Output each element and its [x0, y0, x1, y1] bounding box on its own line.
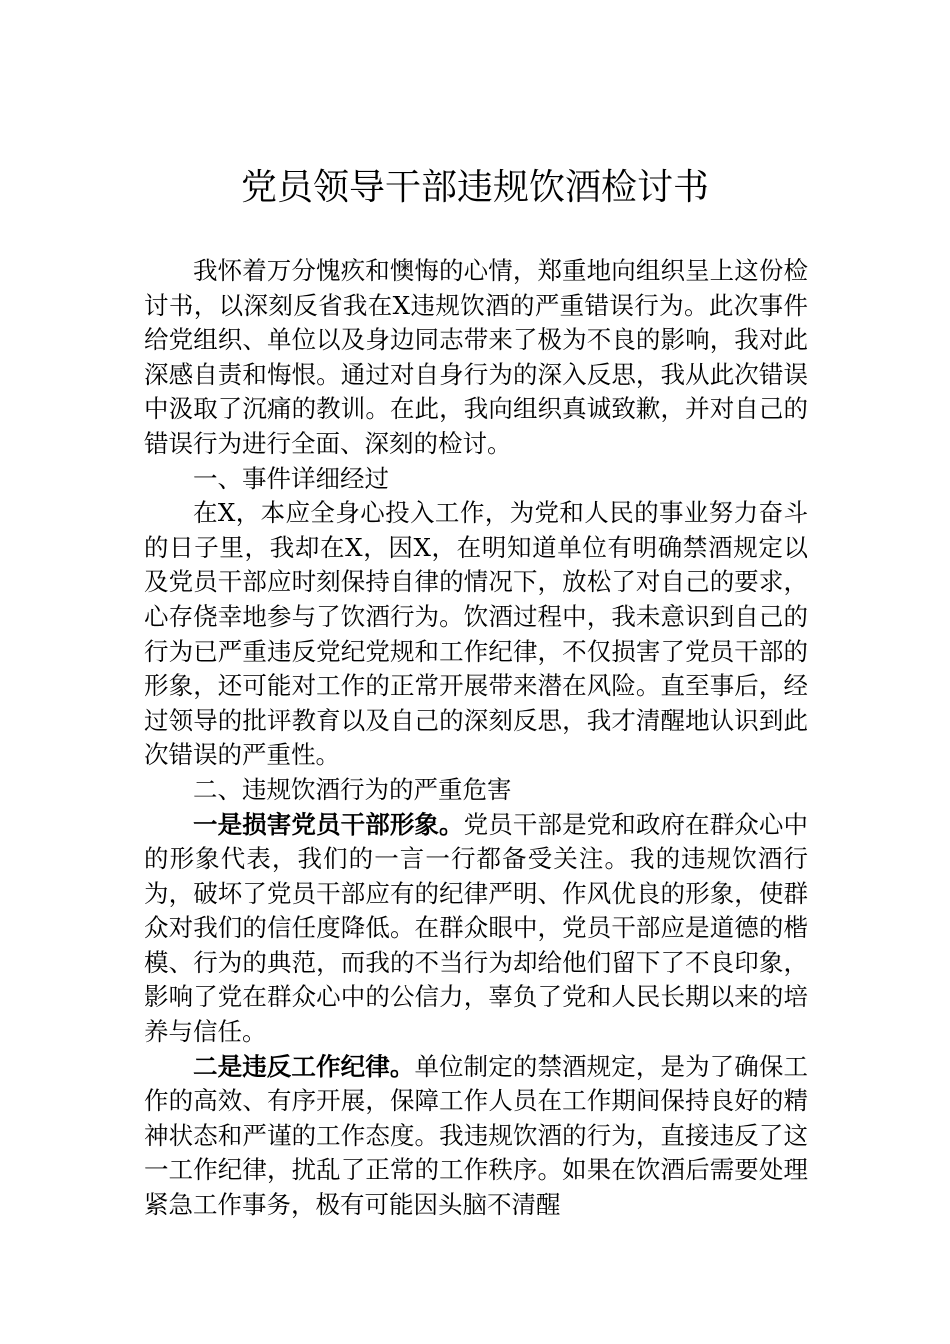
- intro-paragraph: 我怀着万分愧疚和懊悔的心情，郑重地向组织呈上这份检讨书，以深刻反省我在X违规饮酒的严重错误行为。此次事件给党组织、单位以及身边同志带来了极为不良的影响，我对此深感自责和悔恨。通过对自身行为的深入反思，我从此次错误中汲取了沉痛的教训。在此，我向组织真诚致歉，并对自己的错误行为进行全面、深刻的检讨。: [144, 256, 808, 458]
- harm-paragraph-2: [144, 1050, 808, 1223]
- harm-paragraph-1: [144, 808, 808, 1050]
- harm-lead-2: 二是违反工作纪律。: [193, 1051, 415, 1081]
- document-body: [144, 254, 808, 1223]
- harm-text-2: 单位制定的禁酒规定，是为了确保工作的高效、有序开展，保障工作人员在工作期间保持良好的精神状态和严谨的工作态度。我违规饮酒的行为，直接违反了这一工作纪律，扰乱了正常的工作秩序。如果在饮酒后需要处理紧急工作事务，极有可能因头脑不清醒: [144, 1051, 808, 1220]
- section-heading-1: 一、事件详细经过: [193, 463, 389, 493]
- harm-lead-1: 一是损害党员干部形象。: [193, 809, 464, 839]
- document-title: 党员领导干部违规饮酒检讨书: [240, 167, 709, 208]
- harm-text-1: 党员干部是党和政府在群众心中的形象代表，我们的一言一行都备受关注。我的违规饮酒行为，破坏了党员干部应有的纪律严明、作风优良的形象，使群众对我们的信任度降低。在群众眼中，党员干部应是道德的楷模、行为的典范，而我的不当行为却给他们留下了不良印象，影响了党在群众心中的公信力，辜负了党和人民长期以来的培养与信任。: [144, 809, 809, 1047]
- event-paragraph: 在X，本应全身心投入工作，为党和人民的事业努力奋斗的日子里，我却在X，因X，在明知道单位有明确禁酒规定以及党员干部应时刻保持自律的情况下，放松了对自己的要求，心存侥幸地参与了饮酒行为。饮酒过程中，我未意识到自己的行为已严重违反党纪党规和工作纪律，不仅损害了党员干部的形象，还可能对工作的正常开展带来潜在风险。直至事后，经过领导的批评教育以及自己的深刻反思，我才清醒地认识到此次错误的严重性。: [144, 498, 808, 770]
- section-heading-2: 二、违规饮酒行为的严重危害: [193, 774, 512, 804]
